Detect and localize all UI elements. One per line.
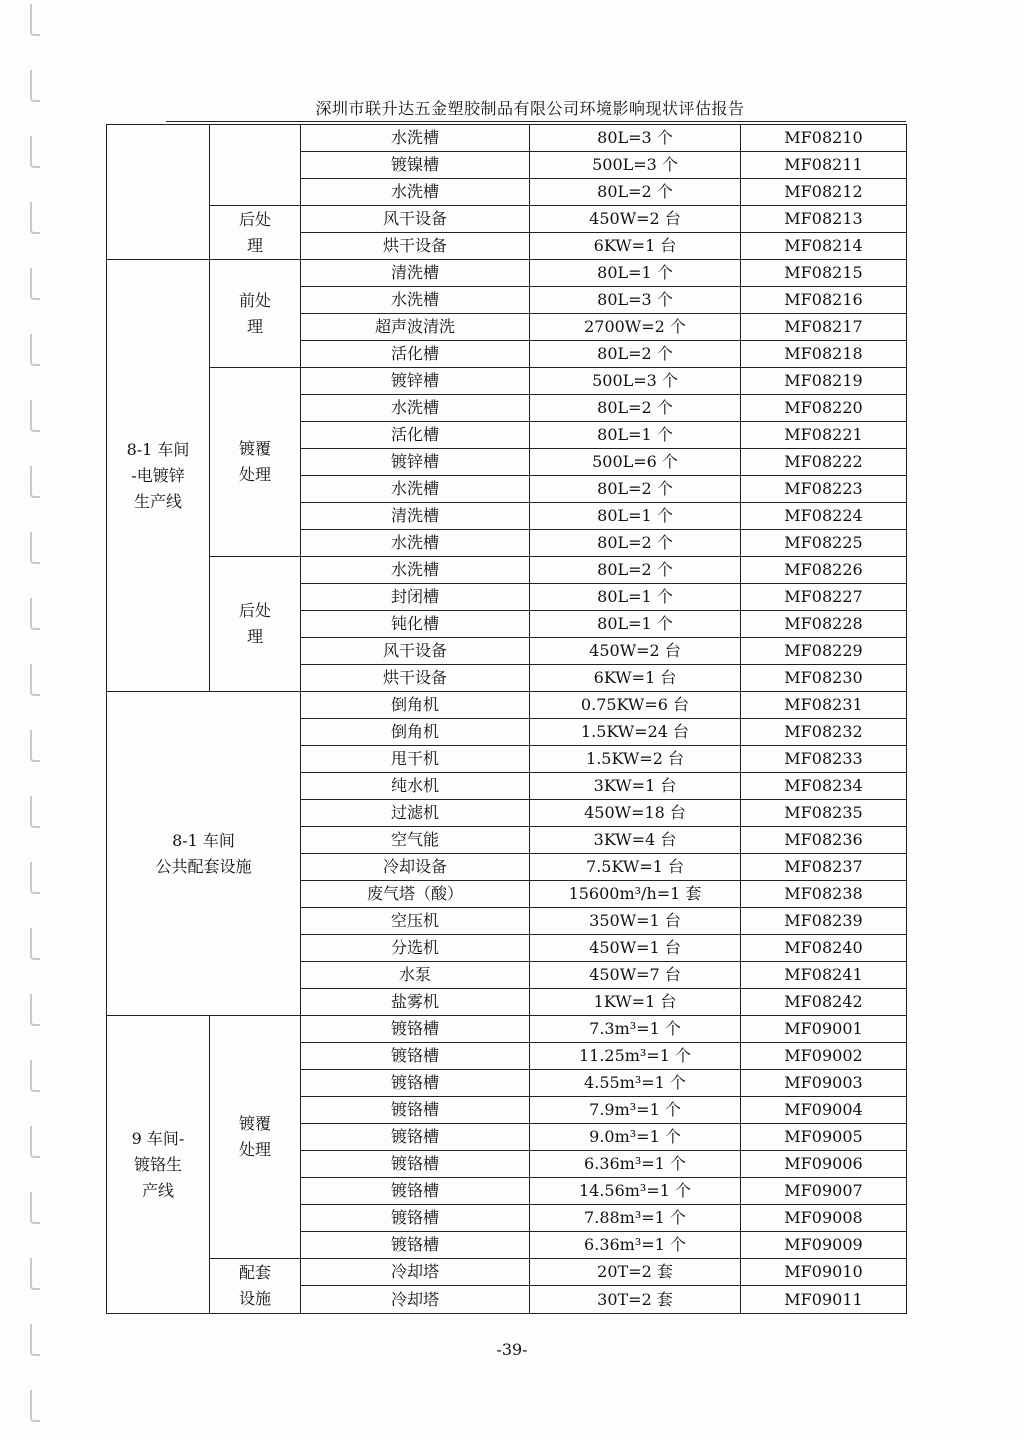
equipment-spec-cell: 450W=18 台 [530,800,741,827]
equipment-name-cell: 镀镍槽 [301,152,530,179]
equipment-name-cell: 镀铬槽 [301,1151,530,1178]
equipment-spec-cell: 500L=6 个 [530,449,741,476]
binder-hole-mark [30,994,40,1026]
equipment-name-cell: 水洗槽 [301,395,530,422]
binder-hole-mark [30,268,40,300]
equipment-spec-cell: 80L=2 个 [530,341,741,368]
equipment-code-cell: MF08240 [741,935,907,962]
equipment-code-cell: MF08234 [741,773,907,800]
equipment-spec-cell: 7.9m³=1 个 [530,1097,741,1124]
equipment-spec-cell: 6KW=1 台 [530,233,741,260]
equipment-name-cell: 甩干机 [301,746,530,773]
equipment-name-cell: 空气能 [301,827,530,854]
equipment-spec-cell: 6KW=1 台 [530,665,741,692]
equipment-spec-cell: 450W=2 台 [530,206,741,233]
equipment-code-cell: MF08220 [741,395,907,422]
binder-hole-mark [30,664,40,696]
equipment-code-cell: MF09001 [741,1016,907,1043]
equipment-code-cell: MF08223 [741,476,907,503]
equipment-name-cell: 清洗槽 [301,503,530,530]
equipment-name-cell: 风干设备 [301,206,530,233]
binder-holes [30,0,44,1441]
equipment-code-cell: MF09002 [741,1043,907,1070]
equipment-name-cell: 镀铬槽 [301,1124,530,1151]
equipment-name-cell: 活化槽 [301,422,530,449]
subgroup-name-cell: 配套 设施 [210,1259,301,1314]
equipment-name-cell: 烘干设备 [301,233,530,260]
equipment-name-cell: 镀锌槽 [301,449,530,476]
equipment-spec-cell: 20T=2 套 [530,1259,741,1286]
equipment-name-cell: 倒角机 [301,692,530,719]
equipment-name-cell: 封闭槽 [301,584,530,611]
equipment-spec-cell: 1.5KW=2 台 [530,746,741,773]
equipment-code-cell: MF08236 [741,827,907,854]
binder-hole-mark [30,928,40,960]
equipment-name-cell: 超声波清洗 [301,314,530,341]
binder-hole-mark [30,532,40,564]
binder-hole-mark [30,334,40,366]
equipment-code-cell: MF09011 [741,1286,907,1314]
equipment-code-cell: MF08213 [741,206,907,233]
equipment-spec-cell: 350W=1 台 [530,908,741,935]
equipment-code-cell: MF08242 [741,989,907,1016]
equipment-name-cell: 清洗槽 [301,260,530,287]
table-row [107,557,907,584]
page-number: -39- [496,1340,528,1359]
subgroup-name-cell: 前处 理 [210,260,301,368]
equipment-spec-cell: 6.36m³=1 个 [530,1232,741,1259]
equipment-spec-cell: 15600m³/h=1 套 [530,881,741,908]
equipment-spec-cell: 2700W=2 个 [530,314,741,341]
equipment-code-cell: MF09010 [741,1259,907,1286]
equipment-code-cell: MF09007 [741,1178,907,1205]
equipment-name-cell: 倒角机 [301,719,530,746]
equipment-code-cell: MF08218 [741,341,907,368]
equipment-spec-cell: 11.25m³=1 个 [530,1043,741,1070]
equipment-name-cell: 水泵 [301,962,530,989]
equipment-spec-cell: 80L=1 个 [530,584,741,611]
equipment-code-cell: MF09003 [741,1070,907,1097]
equipment-name-cell: 水洗槽 [301,476,530,503]
equipment-name-cell: 冷却塔 [301,1259,530,1286]
equipment-name-cell: 镀铬槽 [301,1178,530,1205]
equipment-code-cell: MF08241 [741,962,907,989]
group-name-cell: 8-1 车间 公共配套设施 [107,692,301,1016]
equipment-name-cell: 烘干设备 [301,665,530,692]
equipment-name-cell: 水洗槽 [301,125,530,152]
equipment-name-cell: 镀铬槽 [301,1070,530,1097]
binder-hole-mark [30,1390,40,1422]
equipment-spec-cell: 3KW=1 台 [530,773,741,800]
equipment-code-cell: MF08238 [741,881,907,908]
equipment-code-cell: MF08229 [741,638,907,665]
group-name-cell [107,125,210,260]
equipment-code-cell: MF08217 [741,314,907,341]
equipment-code-cell: MF08215 [741,260,907,287]
equipment-spec-cell: 0.75KW=6 台 [530,692,741,719]
equipment-code-cell: MF08211 [741,152,907,179]
equipment-spec-cell: 7.3m³=1 个 [530,1016,741,1043]
group-name-cell: 8-1 车间 -电镀锌 生产线 [107,260,210,692]
binder-hole-mark [30,796,40,828]
equipment-spec-cell: 80L=1 个 [530,611,741,638]
equipment-spec-cell: 1KW=1 台 [530,989,741,1016]
binder-hole-mark [30,1192,40,1224]
equipment-spec-cell: 6.36m³=1 个 [530,1151,741,1178]
equipment-code-cell: MF09008 [741,1205,907,1232]
equipment-spec-cell: 80L=2 个 [530,395,741,422]
equipment-code-cell: MF08227 [741,584,907,611]
binder-hole-mark [30,400,40,432]
binder-hole-mark [30,1258,40,1290]
equipment-spec-cell: 30T=2 套 [530,1286,741,1314]
header-rule [166,121,906,122]
equipment-code-cell: MF08226 [741,557,907,584]
table-row [107,206,907,233]
equipment-spec-cell: 500L=3 个 [530,152,741,179]
subgroup-name-cell [210,125,301,206]
equipment-code-cell: MF08210 [741,125,907,152]
equipment-code-cell: MF08222 [741,449,907,476]
equipment-spec-cell: 80L=1 个 [530,503,741,530]
equipment-spec-cell: 80L=2 个 [530,476,741,503]
equipment-code-cell: MF08231 [741,692,907,719]
equipment-spec-cell: 14.56m³=1 个 [530,1178,741,1205]
equipment-name-cell: 水洗槽 [301,179,530,206]
subgroup-name-cell: 镀覆 处理 [210,368,301,557]
equipment-name-cell: 过滤机 [301,800,530,827]
equipment-name-cell: 镀铬槽 [301,1205,530,1232]
subgroup-name-cell: 后处 理 [210,206,301,260]
equipment-spec-cell: 7.88m³=1 个 [530,1205,741,1232]
subgroup-name-cell: 后处 理 [210,557,301,692]
equipment-spec-cell: 80L=2 个 [530,557,741,584]
equipment-name-cell: 镀铬槽 [301,1097,530,1124]
equipment-name-cell: 水洗槽 [301,530,530,557]
equipment-name-cell: 镀锌槽 [301,368,530,395]
binder-hole-mark [30,466,40,498]
equipment-name-cell: 镀铬槽 [301,1016,530,1043]
table-row [107,1016,907,1043]
equipment-name-cell: 水洗槽 [301,557,530,584]
equipment-name-cell: 分选机 [301,935,530,962]
report-header-title: 深圳市联升达五金塑胶制品有限公司环境影响现状评估报告 [315,99,745,118]
equipment-spec-cell: 80L=2 个 [530,179,741,206]
binder-hole-mark [30,598,40,630]
binder-hole-mark [30,862,40,894]
binder-hole-mark [30,1060,40,1092]
equipment-code-cell: MF08233 [741,746,907,773]
equipment-code-cell: MF08228 [741,611,907,638]
table-row [107,368,907,395]
equipment-code-cell: MF08224 [741,503,907,530]
equipment-name-cell: 镀铬槽 [301,1043,530,1070]
binder-hole-mark [30,730,40,762]
equipment-code-cell: MF09009 [741,1232,907,1259]
equipment-spec-cell: 80L=1 个 [530,422,741,449]
equipment-name-cell: 钝化槽 [301,611,530,638]
equipment-code-cell: MF08212 [741,179,907,206]
equipment-name-cell: 纯水机 [301,773,530,800]
binder-hole-mark [30,202,40,234]
equipment-name-cell: 活化槽 [301,341,530,368]
equipment-spec-cell: 450W=1 台 [530,935,741,962]
table-row [107,692,907,719]
table-row [107,125,907,152]
table-row [107,1259,907,1286]
group-name-cell: 9 车间- 镀铬生 产线 [107,1016,210,1314]
equipment-spec-cell: 80L=1 个 [530,260,741,287]
equipment-code-cell: MF08239 [741,908,907,935]
equipment-code-cell: MF08235 [741,800,907,827]
equipment-code-cell: MF08214 [741,233,907,260]
equipment-name-cell: 风干设备 [301,638,530,665]
equipment-spec-cell: 450W=2 台 [530,638,741,665]
equipment-spec-cell: 80L=3 个 [530,125,741,152]
equipment-code-cell: MF09005 [741,1124,907,1151]
equipment-code-cell: MF09006 [741,1151,907,1178]
equipment-spec-cell: 4.55m³=1 个 [530,1070,741,1097]
equipment-code-cell: MF08221 [741,422,907,449]
equipment-code-cell: MF08216 [741,287,907,314]
equipment-code-cell: MF08225 [741,530,907,557]
equipment-name-cell: 水洗槽 [301,287,530,314]
equipment-name-cell: 冷却设备 [301,854,530,881]
equipment-code-cell: MF08230 [741,665,907,692]
equipment-name-cell: 废气塔（酸） [301,881,530,908]
binder-hole-mark [30,1126,40,1158]
equipment-spec-cell: 7.5KW=1 台 [530,854,741,881]
binder-hole-mark [30,136,40,168]
equipment-code-cell: MF09004 [741,1097,907,1124]
subgroup-name-cell: 镀覆 处理 [210,1016,301,1259]
equipment-name-cell: 冷却塔 [301,1286,530,1314]
equipment-spec-cell: 80L=3 个 [530,287,741,314]
equipment-table [106,124,907,1314]
equipment-name-cell: 镀铬槽 [301,1232,530,1259]
equipment-spec-cell: 9.0m³=1 个 [530,1124,741,1151]
equipment-spec-cell: 450W=7 台 [530,962,741,989]
equipment-code-cell: MF08219 [741,368,907,395]
equipment-code-cell: MF08232 [741,719,907,746]
table-row [107,260,907,287]
equipment-spec-cell: 3KW=4 台 [530,827,741,854]
binder-hole-mark [30,4,40,36]
equipment-spec-cell: 80L=2 个 [530,530,741,557]
equipment-name-cell: 盐雾机 [301,989,530,1016]
equipment-code-cell: MF08237 [741,854,907,881]
equipment-spec-cell: 1.5KW=24 台 [530,719,741,746]
equipment-spec-cell: 500L=3 个 [530,368,741,395]
equipment-name-cell: 空压机 [301,908,530,935]
